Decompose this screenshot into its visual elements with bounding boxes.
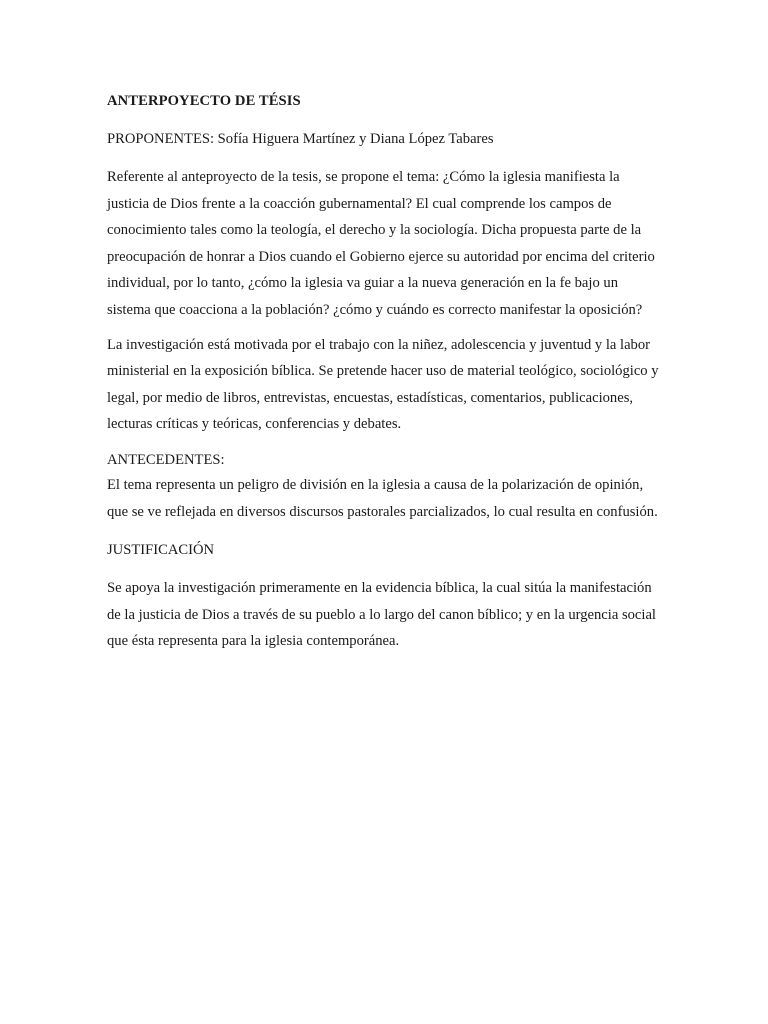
proponents-line: PROPONENTES: Sofía Higuera Martínez y Diana López Tabares	[107, 131, 494, 147]
paragraph-motivation: La investigación está motivada por el trabajo con la niñez, adolescencia y juventud y la labor ministerial en la exposición bíblica. Se pretende hacer uso de material teológico, sociológico y legal, por medio de libros, entrevistas, encuestas, estadísticas, comentarios, publicaciones, lecturas críticas y teóricas, conferencias y debates.	[107, 336, 659, 433]
paragraph-topic: Referente al anteproyecto de la tesis, se propone el tema: ¿Cómo la iglesia manifiesta la justicia de Dios frente a la coacción gubernamental? El cual comprende los campos de conocimiento tales como la teología, el derecho y la sociología. Dicha propuesta parte de la preocupación de honrar a Dios cuando el Gobierno ejerce su autoridad por encima del criterio individual, por lo tanto, ¿cómo la iglesia va guiar a la nueva generación en la fe bajo un sistema que coacciona a la población? ¿cómo y cuándo es correcto manifestar la oposición?	[107, 169, 655, 318]
document-title: ANTERPOYECTO DE TÉSIS	[107, 93, 301, 109]
antecedentes-heading: ANTECEDENTES:	[107, 451, 225, 468]
justificacion-paragraph: Se apoya la investigación primeramente en la evidencia bíblica, la cual sitúa la manifestación de la justicia de Dios a través de su pueblo a lo largo del canon bíblico; y en la urgencia social que ésta representa para la iglesia contemporánea.	[107, 580, 656, 650]
document-body	[107, 90, 663, 655]
antecedentes-paragraph: El tema representa un peligro de división en la iglesia a causa de la polarización de opinión, que se ve reflejada en diversos discursos pastorales parcializados, lo cual resulta en confusión.	[107, 476, 658, 520]
justificacion-heading: JUSTIFICACIÓN	[107, 542, 215, 559]
